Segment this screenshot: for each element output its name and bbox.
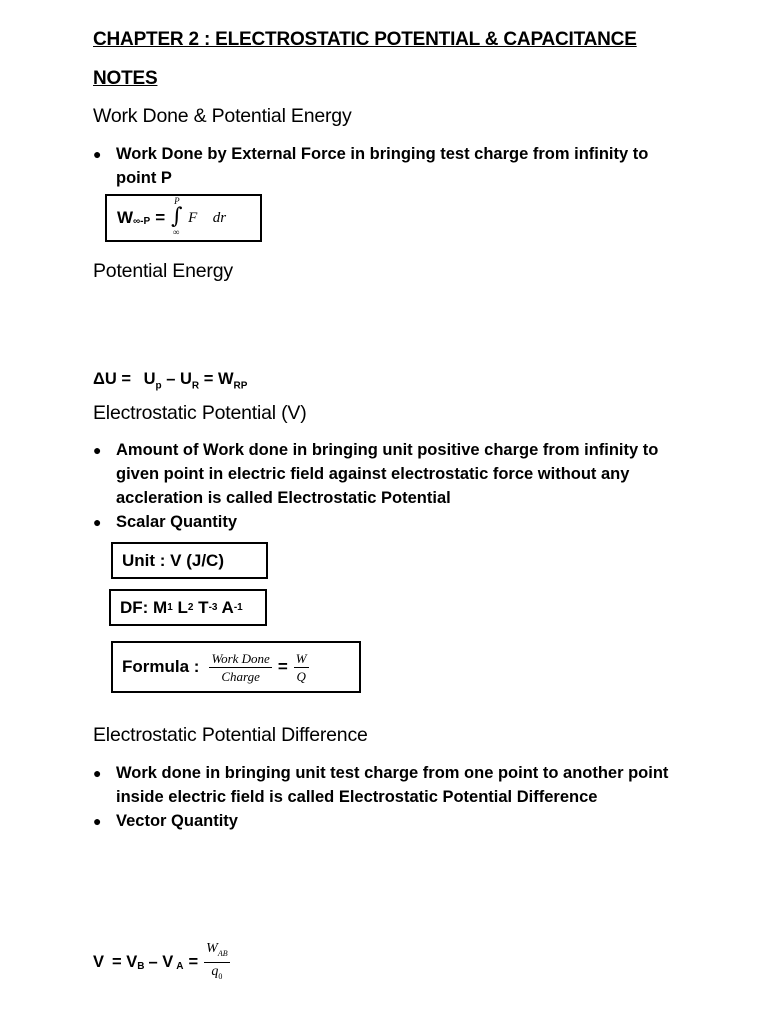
df-t-exp: -3 — [208, 602, 218, 613]
u-r-sub: R — [191, 380, 200, 392]
integral-sign — [171, 198, 185, 238]
eq-vb: = V — [112, 952, 138, 971]
u-r: U — [180, 370, 192, 388]
bullet-text: Vector Quantity — [116, 812, 238, 830]
df-l-exp: 2 — [187, 602, 194, 613]
numerator-w: W — [206, 941, 218, 956]
fraction-w-q — [294, 650, 309, 685]
bullet-dot: ● — [93, 765, 102, 781]
w-rp-sub: RP — [233, 380, 248, 392]
bullet-dot: ● — [93, 146, 102, 162]
potential-energy-equation — [93, 370, 247, 391]
u-p: U — [143, 370, 156, 388]
fraction-work-charge — [209, 650, 271, 685]
notes-label: NOTES — [93, 68, 158, 89]
delta-u: ΔU = — [93, 370, 131, 388]
formula-equals: = — [155, 208, 166, 227]
fraction-wab-q0 — [204, 940, 229, 985]
fraction-denominator: Charge — [221, 668, 260, 684]
fraction-numerator: W — [295, 650, 307, 666]
integral-symbol: ∫ — [171, 204, 183, 229]
fraction-numerator: Work Done — [211, 650, 270, 666]
bullet-dot: ● — [93, 442, 102, 458]
formula-equals: = — [277, 657, 288, 676]
df-a: A — [217, 597, 234, 617]
eq-va-sub: A — [176, 960, 184, 972]
minus-sign: – — [166, 370, 176, 388]
eq-vb-sub: B — [137, 960, 145, 972]
section-heading-potential-energy: Potential Energy — [93, 260, 233, 282]
bullet-potential-difference-definition — [93, 761, 703, 809]
bullet-text: Work Done by External Force in bringing test charge from infinity to point P — [116, 145, 649, 187]
formula-box — [111, 641, 361, 693]
formula-w: W — [117, 208, 134, 227]
bullet-text: Work done in bringing unit test charge from one point to another point inside electric field is called Electrostatic Potential Difference — [116, 764, 669, 806]
denominator-q: q — [211, 963, 219, 979]
integrand: F⃗ dr⃗ — [188, 209, 238, 226]
df-l: L — [172, 597, 188, 617]
bullet-dot: ● — [93, 514, 102, 530]
unit-box: Unit : V (J/C) — [111, 542, 268, 579]
eq-minus-va: – V — [148, 952, 174, 971]
chapter-title: CHAPTER 2 : ELECTROSTATIC POTENTIAL & CAPACITANCE — [93, 29, 637, 50]
formula-label: Formula : — [122, 657, 200, 676]
equals-w: = W — [203, 370, 234, 388]
df-t: T — [193, 597, 209, 617]
upper-limit: P — [174, 196, 180, 206]
bullet-text: Scalar Quantity — [116, 513, 238, 531]
bullet-potential-definition — [93, 438, 693, 510]
bullet-scalar-quantity — [93, 510, 693, 534]
df-a-exp: -1 — [233, 602, 243, 613]
bullet-vector-quantity — [93, 809, 693, 833]
u-p-sub: p — [155, 380, 162, 392]
section-heading-electrostatic-potential: Electrostatic Potential (V) — [93, 402, 307, 424]
numerator-sub: AB — [217, 948, 228, 958]
fraction-denominator — [209, 963, 224, 985]
fraction-denominator: Q — [296, 668, 306, 684]
bullet-work-done — [93, 142, 693, 190]
bullet-dot: ● — [93, 813, 102, 829]
eq-equals: = — [188, 952, 199, 971]
bullet-text: Amount of Work done in bringing unit positive charge from infinity to given point in electric field against electrostatic force without any accleration is called Electrostatic Potential — [116, 441, 659, 507]
df-prefix: DF: M — [120, 597, 168, 617]
denominator-sub: 0 — [218, 971, 223, 981]
potential-difference-equation — [93, 940, 230, 985]
lower-limit: ∞ — [173, 227, 180, 237]
section-heading-work-done: Work Done & Potential Energy — [93, 105, 352, 127]
section-heading-potential-difference: Electrostatic Potential Difference — [93, 724, 368, 746]
fraction-numerator — [204, 940, 229, 963]
dimensional-formula-box — [109, 589, 267, 626]
work-done-formula-box — [105, 194, 262, 242]
df-m-exp: 1 — [167, 602, 173, 613]
eq-v: V — [93, 952, 105, 971]
formula-w-sub: ∞-P — [133, 215, 151, 227]
